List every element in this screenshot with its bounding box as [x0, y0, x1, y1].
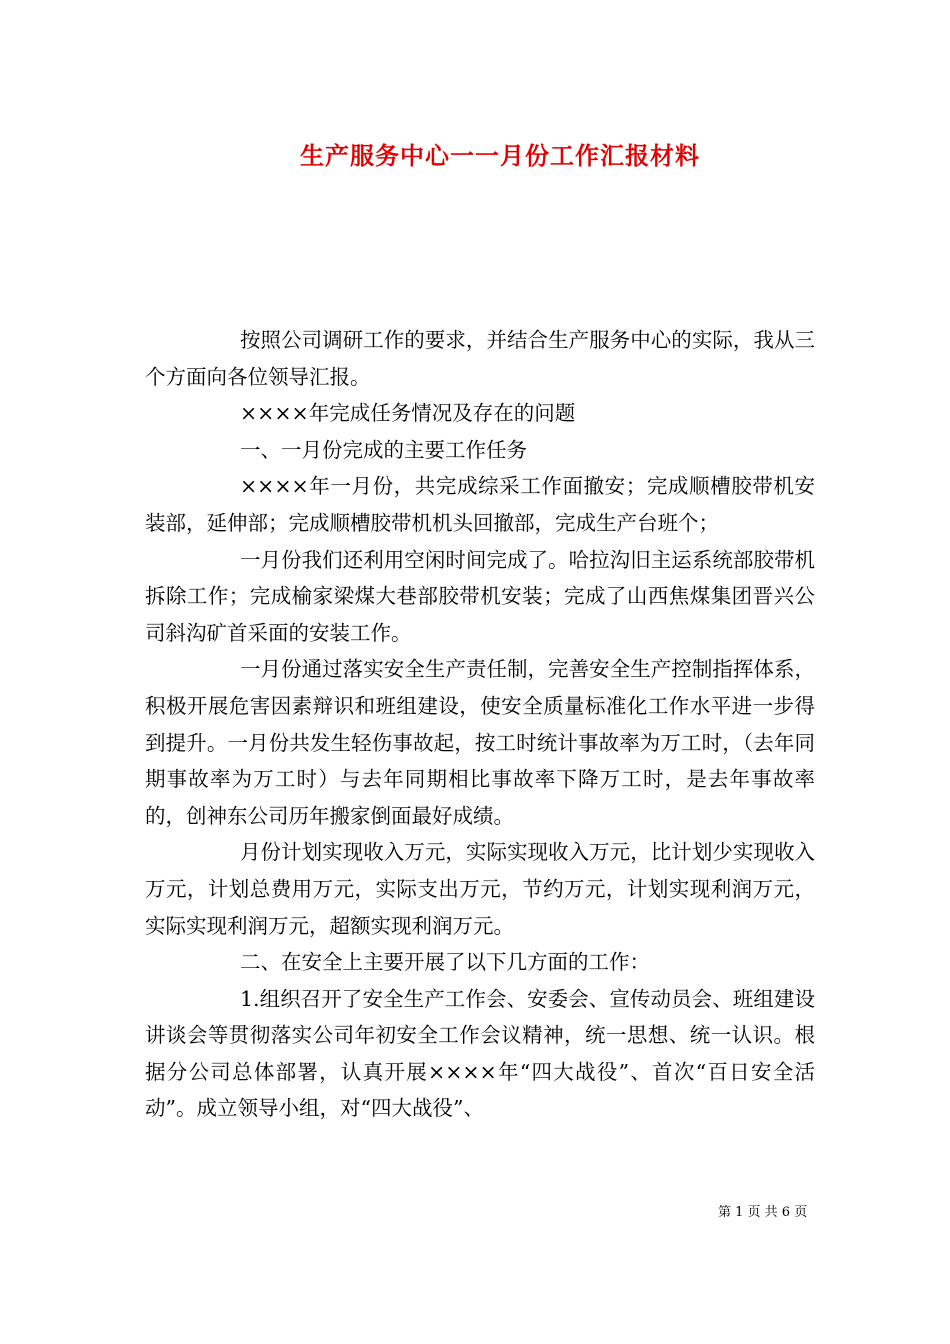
paragraph-safety-results: 一月份通过落实安全生产责任制，完善安全生产控制指挥体系，积极开展危害因素辩识和班组建设，使安全质量标准化工作水平进一步得到提升。一月份共发生轻伤事故起，按工时统计事故率为万工时，（去年同期事故率为万工时）与去年同期相比事故率下降万工时，是去年事故率的，创神东公司历年搬家倒面最好成绩。 — [145, 657, 815, 828]
page-number-footer: 第 1 页 共 6 页 — [718, 1205, 808, 1220]
document-title: 生产服务中心一一月份工作汇报材料 — [300, 141, 700, 170]
paragraph-tasks: ××××年一月份，共完成综采工作面撤安；完成顺槽胶带机安装部，延伸部；完成顺槽胶带机机头回撤部，完成生产台班个； — [145, 474, 815, 535]
paragraph-item-one: 1.组织召开了安全生产工作会、安委会、宣传动员会、班组建设讲谈会等贯彻落实公司年初安全工作会议精神，统一思想、统一认识。根据分公司总体部署，认真开展××××年“四大战役”、首次“百日安全活动”。成立领导小组，对“四大战役”、 — [145, 986, 815, 1121]
paragraph-heading-one: 一、一月份完成的主要工作任务 — [240, 437, 527, 462]
document-body — [145, 322, 815, 1127]
paragraph-section-heading: ××××年完成任务情况及存在的问题 — [240, 401, 576, 426]
paragraph-finance: 月份计划实现收入万元，实际实现收入万元，比计划少实现收入万元，计划总费用万元，实际支出万元，节约万元，计划实现利润万元，实际实现利润万元，超额实现利润万元。 — [145, 840, 815, 938]
paragraph-intro: 按照公司调研工作的要求，并结合生产服务中心的实际，我从三个方面向各位领导汇报。 — [145, 328, 815, 389]
paragraph-heading-two: 二、在安全上主要开展了以下几方面的工作： — [240, 950, 650, 975]
paragraph-extra-work: 一月份我们还利用空闲时间完成了。哈拉沟旧主运系统部胶带机拆除工作；完成榆家梁煤大巷部胶带机安装；完成了山西焦煤集团晋兴公司斜沟矿首采面的安装工作。 — [145, 547, 815, 645]
